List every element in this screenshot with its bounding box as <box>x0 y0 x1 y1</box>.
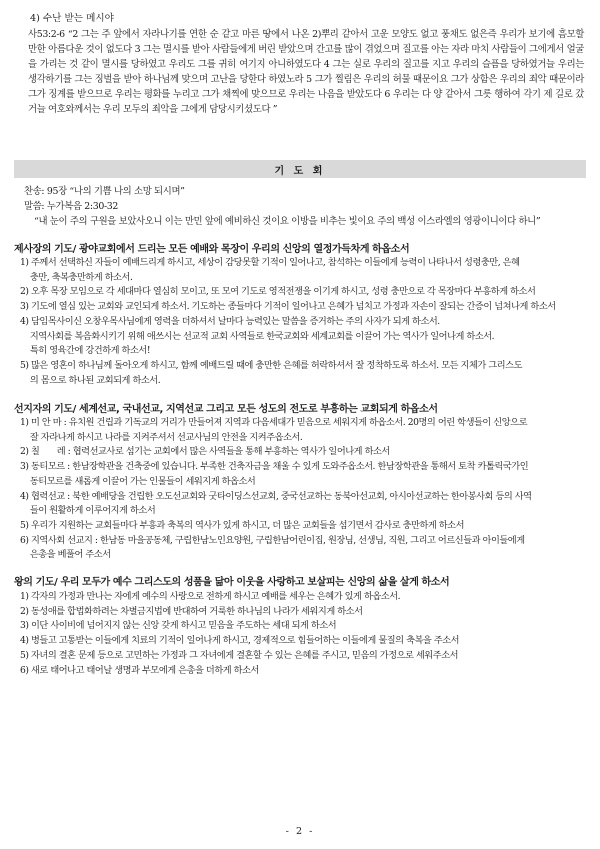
list-item: 6) 새로 태어나고 태어날 생명과 부모에게 은총을 더하게 하소서 <box>20 664 259 676</box>
list-item: 동티모르를 새롭게 이끌어 가는 인물들이 세워지게 하옵소서 <box>20 475 256 487</box>
list-item: 4) 병들고 고통받는 이들에게 치료의 기적이 일어나게 하시고, 경제적으로 힘들어하는 이들에게 물질의 축복을 주소서 <box>20 635 460 647</box>
list-item: 6) 지역사회 선교지 : 한남동 마을공동체, 구립한남노인요양원, 구립한남어린이집, 원장님, 선생님, 직원, 그리고 어르신들과 아이들에게 <box>20 534 525 546</box>
prayer-meeting-bar <box>14 160 586 178</box>
list-item: 들이 원활하게 이루어지게 하소서 <box>20 505 156 517</box>
list-item: 특히 영육간에 강건하게 하소서! <box>20 345 151 357</box>
list-item: 5) 많은 영혼이 하나님께 돌아오게 하시고, 함께 예배드릴 때에 충만한 은혜를 허락하셔서 잘 정착하도록 하소서. 모든 지체가 그리스도 <box>20 359 522 371</box>
list-item: 3) 이단 사이비에 넘어지지 않는 신앙 갖게 하시고 믿음을 주도하는 세대 되게 하소서 <box>20 620 337 632</box>
reading-line: 말씀: 누가복음 2:30-32 <box>24 201 119 212</box>
royal-prayer-title: 왕의 기도/ 우리 모두가 예수 그리스도의 성품을 닮아 이웃을 사랑하고 보살피는 신앙의 삶을 살게 하소서 <box>14 577 450 588</box>
prayer-meeting-title: 기 도 회 <box>274 165 326 177</box>
list-item: 3) 기도에 열심 있는 교회와 교인되게 하소서. 기도하는 종들마다 기적이 일어나고 은혜가 넘치고 가정과 자손이 잘되는 간증이 넘쳐나게 하소서 <box>20 301 556 313</box>
priestly-prayer-list <box>20 256 586 388</box>
scripture-passage: 사53:2-6 “2 그는 주 앞에서 자라나기를 연한 순 같고 마른 땅에서 나온 2)뿌리 같아서 고운 모양도 없고 풍채도 없은즉 우리가 보기에 흠모할 만한 아름다운 것이 없도다 3 그는 멸시를 받아 사람들에게 버린 받았으며 간고를 많이 겪었으며 질고를 아는 자라 마치 사람들이 그에게서 얼굴을 가리는 것 같이 멸시를 당하였고 우리도 그를 귀히 여기지 아니하였도다 4 그는 실로 우리의 질고를 지고 우리의 슬픔을 당하였거늘 우리는 생각하기를 그는 징벌을 받아 하나님께 맞으며 고난을 당한다 하였노라 5 그가 찔림은 우리의 허물 때문이요 그가 상함은 우리의 죄악 때문이라 그가 징계를 받으므로 우리는 평화를 누리고 그가 채찍에 맞으므로 우리는 나음을 받았도다 6 우리는 다 양 같아서 그릇 행하여 각기 제 길로 갔거늘 여호와께서는 우리 모두의 죄악을 그에게 담당시키셨도다 ” <box>28 29 584 116</box>
list-item: 3) 동티모르 : 한남장학관을 건축중에 있습니다. 부족한 건축자금을 채울 수 있게 도와주옵소서. 한남장학관을 통해서 토착 카톨릭국가인 <box>20 461 529 473</box>
list-item: 의 몸으로 하나된 교회되게 하소서. <box>20 374 161 386</box>
priestly-prayer-title: 제사장의 기도/ 광야교회에서 드리는 모든 예배와 목장이 우리의 신앙의 열정가득차게 하옵소서 <box>14 244 410 255</box>
page-number: - 2 - <box>285 826 315 837</box>
list-item: 1) 각자의 가정과 만나는 자에게 예수의 사랑으로 전하게 하시고 예배를 세우는 은혜가 있게 하옵소서. <box>20 591 401 602</box>
verse-line: “내 눈이 주의 구원을 보았사오니 이는 만민 앞에 예비하신 것이요 이방을 비추는 빛이요 주의 백성 이스라엘의 영광이니이다 하니” <box>34 216 541 227</box>
hymn-line: 찬송: 95장 “나의 기쁨 나의 소망 되시며” <box>24 186 185 197</box>
list-item: 1) 미 안 마 : 유치원 건립과 기독교의 거리가 만들어져 지역과 다음세대가 믿음으로 세워지게 하옵소서. 20명의 어린 학생들이 신앙으로 <box>20 417 528 428</box>
list-item: 5) 자녀의 결혼 문제 등으로 고민하는 가정과 그 자녀에게 결혼할 수 있는 은혜를 주시고, 믿음의 가정으로 세워주소서 <box>20 649 459 661</box>
royal-prayer-list <box>20 590 586 678</box>
list-item: 충만, 축복충만하게 하소서. <box>20 271 133 283</box>
list-item: 은총을 베풀어 주소서 <box>20 549 111 561</box>
list-item: 4) 협력선교 : 북한 예배당을 건립한 오도선교회와 굿타이딩스선교회, 중국선교하는 동북아선교회, 아시아선교하는 한아봉사회 등의 사역 <box>20 490 532 502</box>
section-heading: 4) 수난 받는 메시야 <box>30 13 114 24</box>
list-item: 4) 담임목사이신 오창우목사님에게 영력을 더하셔서 날마다 능력있는 말씀을 증거하는 주의 사자가 되게 하소서. <box>20 315 440 327</box>
list-item: 잘 자라나게 하시고 나라를 지켜주셔서 선교사님의 안전을 지켜주옵소서. <box>20 431 303 443</box>
list-item: 1) 주께서 선택하신 자들이 예배드리게 하시고, 세상이 감당못할 기적이 일어나고, 참석하는 이들에게 능력이 나타나서 성령충만, 은혜 <box>20 257 520 268</box>
list-item: 5) 우리가 지원하는 교회들마다 부흥과 축복의 역사가 있게 하시고, 더 많은 교회들을 섬기면서 감사로 충만하게 하소서 <box>20 519 465 531</box>
list-item: 2) 칠 레 : 협력선교사로 섬기는 교회에서 많은 사역들을 통해 부흥하는 역사가 일어나게 하소서 <box>20 446 390 458</box>
list-item: 2) 오후 목장 모임으로 각 세대마다 열심히 모이고, 또 모여 기도로 영적전쟁을 이기게 하시고, 성령 충만으로 각 목장마다 부흥하게 하소서 <box>20 286 536 298</box>
prophetic-prayer-title: 선지자의 기도/ 세계선교, 국내선교, 지역선교 그리고 모든 성도의 전도로 부흥하는 교회되게 하옵소서 <box>14 404 438 415</box>
list-item: 지역사회를 복음화시키기 위해 애쓰시는 선교적 교회 사역들로 한국교회와 세계교회를 이끌어 가는 역사가 일어나게 하소서. <box>20 330 495 342</box>
list-item: 2) 동성애를 합법화하려는 차별금지법에 반대하여 거룩한 하나님의 나라가 세워지게 하소서 <box>20 605 363 617</box>
prophetic-prayer-list <box>20 416 586 563</box>
